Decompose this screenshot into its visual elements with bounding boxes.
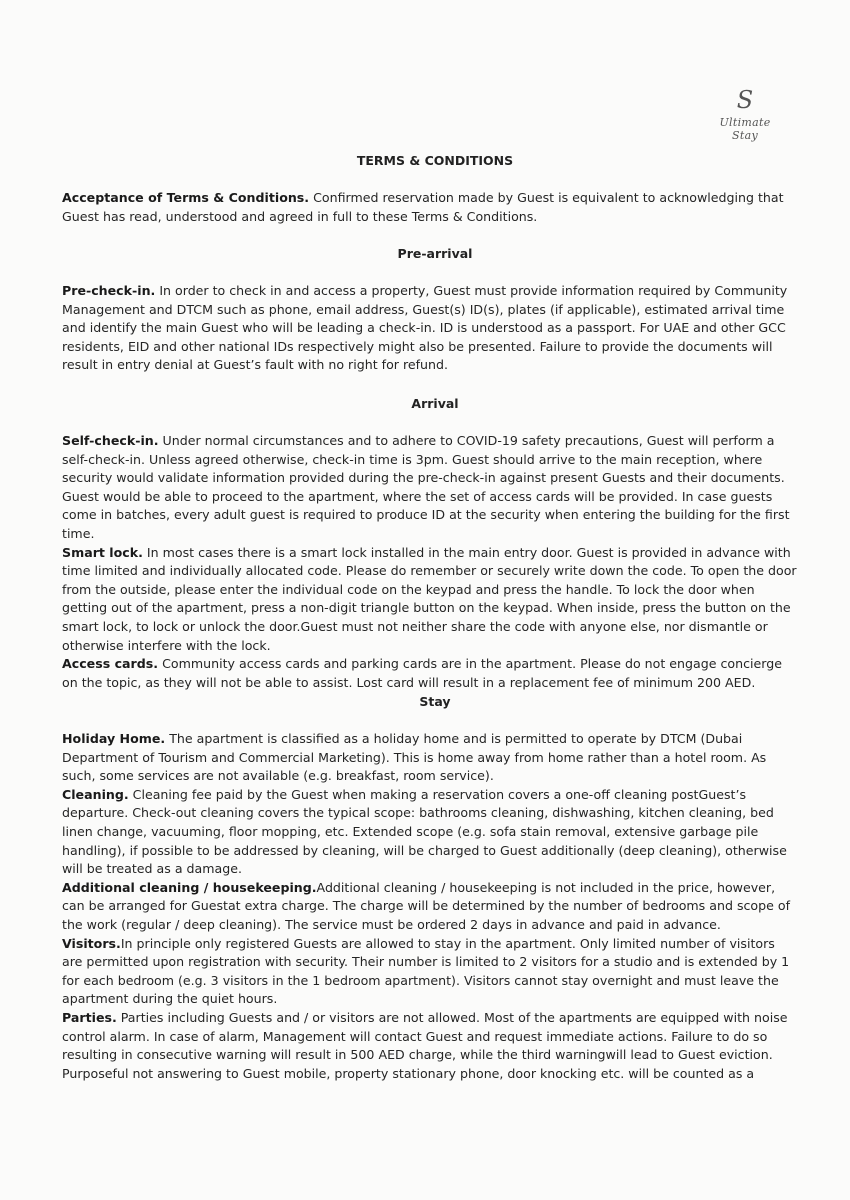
clause-text: In most cases there is a smart lock installed in the main entry door. Guest is provided in advance with time limited and individually allocated code. Please do remember or securely write down the code. To open the door from the outside, please enter the individual code on the keypad and press the handle. To lock the door when getting out of the apartment, press a non-digit triangle button on the keypad. When inside, press the button on the smart lock, to lock or unlock the door.Guest must not neither share the code with anyone else, nor dismantle or otherwise interfere with the lock. bbox=[62, 544, 797, 653]
acceptance-text: Confirmed reservation made by Guest is equivalent to acknowledging that Guest has read, understood and agreed in full to these Terms & Conditions. bbox=[62, 190, 784, 224]
clause-text: Additional cleaning / housekeeping is not included in the price, however, can be arranged for Guestat extra charge. The charge will be determined by the number of bedrooms and scope of the work (regular / deep cleaning). The service must be ordered 2 days in advance and paid in advance. bbox=[62, 879, 791, 932]
section-heading-stay: Stay bbox=[419, 694, 451, 709]
brand-logo bbox=[705, 88, 785, 144]
clause-text: In order to check in and access a property, Guest must provide information required by Community Management and DTCM such as phone, email address, Guest(s) ID(s), plates (if applicable), estimated arrival time and identify the main Guest who will be leading a check-in. ID is understood as a passport. For UAE and other GCC residents, EID and other national IDs respectively might also be presented. Failure to provide the documents will result in entry denial at Guest’s fault with no right for refund. bbox=[62, 283, 788, 373]
clause-text: Parties including Guests and / or visitors are not allowed. Most of the apartments are equipped with noise control alarm. In case of alarm, Management will contact Guest and request immediate actions. Failure to do so resulting in consecutive warning will result in 500 AED charge, while the third warningwill lead to Guest eviction. Purposeful not answering to Guest mobile, property stationary phone, door knocking etc. will be counted as a bbox=[62, 1009, 788, 1081]
acceptance-label: Acceptance of Terms & Conditions. bbox=[62, 190, 310, 205]
clause-label: Cleaning. bbox=[62, 786, 129, 802]
clause-self-check-in bbox=[62, 432, 798, 544]
clause-label: Smart lock. bbox=[62, 544, 143, 560]
clause-holiday-home bbox=[62, 730, 798, 786]
clause-text: The apartment is classified as a holiday home and is permitted to operate by DTCM (Dubai Department of Tourism and Commercial Marketing). This is home away from home rather than a hotel room. As such, some services are not available (e.g. breakfast, room service). bbox=[62, 731, 767, 784]
clause-smart-lock bbox=[62, 544, 798, 656]
clause-text: In principle only registered Guests are allowed to stay in the apartment. Only limited number of visitors are permitted upon registration with security. Their number is limited to 2 visitors for a studio and is extended by 1 for each bedroom (e.g. 3 visitors in the 1 bedroom apartment). Visitors cannot stay overnight and must leave the apartment during the quiet hours. bbox=[62, 935, 790, 1007]
pre-arrival-section bbox=[62, 282, 798, 375]
document-title: TERMS & CONDITIONS bbox=[356, 153, 514, 168]
clause-cleaning bbox=[62, 786, 798, 879]
logo-monogram: S bbox=[736, 86, 754, 114]
clause-text: Community access cards and parking cards are in the apartment. Please do not engage concierge on the topic, as they will not be able to assist. Lost card will result in a replacement fee of minimum 200 AED. bbox=[62, 656, 782, 690]
arrival-section bbox=[62, 432, 798, 692]
clause-label: Pre-check-in. bbox=[62, 283, 156, 298]
clause-label: Self-check-in. bbox=[62, 433, 159, 448]
section-heading-pre-arrival: Pre-arrival bbox=[397, 246, 473, 261]
clause-label: Parties. bbox=[62, 1009, 117, 1025]
clause-parties bbox=[62, 1009, 798, 1083]
clause-label: Access cards. bbox=[62, 656, 159, 672]
clause-label: Visitors. bbox=[62, 935, 121, 951]
clause-label: Additional cleaning / housekeeping. bbox=[62, 879, 317, 895]
clause-visitors bbox=[62, 935, 798, 1009]
clause-pre-check-in bbox=[62, 282, 798, 375]
section-heading-arrival: Arrival bbox=[411, 396, 459, 411]
clause-additional-cleaning bbox=[62, 879, 798, 935]
clause-label: Holiday Home. bbox=[62, 731, 166, 746]
logo-wordmark: Ultimate Stay bbox=[719, 116, 771, 142]
clause-access-cards bbox=[62, 655, 798, 692]
clause-text: Under normal circumstances and to adhere to COVID-19 safety precautions, Guest will perform a self-check-in. Unless agreed otherwise, check-in time is 3pm. Guest should arrive to the main reception, where security would validate information provided during the pre-check-in against present Guests and their documents. Guest would be able to proceed to the apartment, where the set of access cards will be provided. In case guests come in batches, every adult guest is required to produce ID at the security when entering the building for the first time. bbox=[62, 433, 790, 541]
clause-text: Cleaning fee paid by the Guest when making a reservation covers a one-off cleaning postGuest’s departure. Check-out cleaning covers the typical scope: bathrooms cleaning, dishwashing, kitchen cleaning, bed linen change, vacuuming, floor mopping, etc. Extended scope (e.g. sofa stain removal, extensive garbage pile handling), if possible to be addressed by cleaning, will be charged to Guest additionally (deep cleaning), otherwise will be treated as a damage. bbox=[62, 786, 787, 877]
acceptance-paragraph bbox=[62, 189, 798, 226]
stay-section bbox=[62, 730, 798, 1083]
